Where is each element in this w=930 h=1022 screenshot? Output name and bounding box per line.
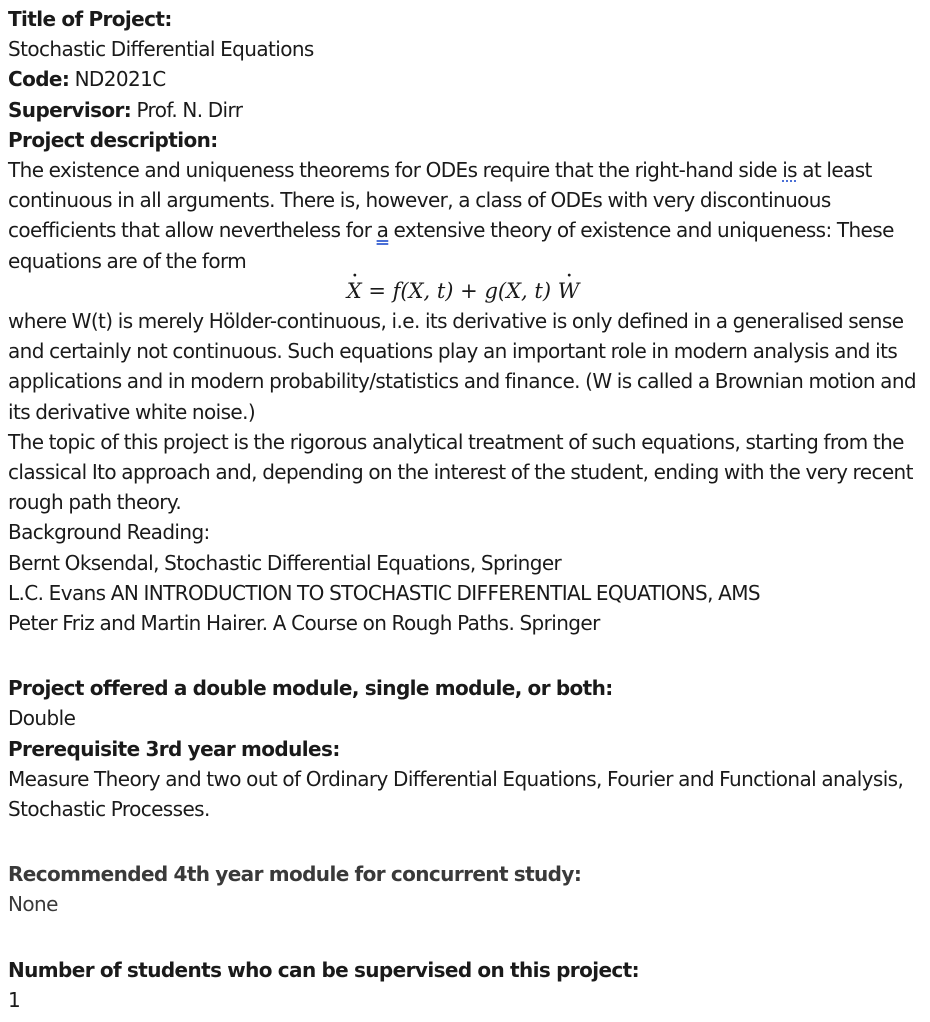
grammar-flag-is[interactable]: is [782,158,797,183]
supervisor-value: Prof. N. Dirr [131,97,243,122]
section-spacer [8,824,918,859]
reference-item: L.C. Evans AN INTRODUCTION TO STOCHASTIC DIFFERENTIAL EQUATIONS, AMS [8,580,760,605]
prerequisite-value: Measure Theory and two out of Ordinary Differential Equations, Fourier and Functional analysis, Stochastic Processes. [8,766,904,822]
recommended-label: Recommended 4th year module for concurrent study: [8,862,582,887]
project-title: Stochastic Differential Equations [8,37,314,62]
description-text-1a: The existence and uniqueness theorems for ODEs require that the right-hand side [8,158,783,183]
description-paragraph-3: The topic of this project is the rigorous analytical treatment of such equations, starting from the classical Ito approach and, depending on the interest of the student, ending with the very recent rough path theory. [8,429,913,515]
description-text-1b: at least continuous in all arguments. There is, however, a class of ODEs with very discontinuous coefficients that allow nevertheless for [8,158,872,243]
description-paragraph-1 [8,155,918,276]
description-text-1c: extensive theory of existence and uniqueness: These equations are of the form [8,218,894,273]
module-label: Project offered a double module, single module, or both: [8,676,613,701]
students-label: Number of students who can be supervised on this project: [8,957,640,982]
background-reading-label: Background Reading: [8,520,210,545]
description-label: Project description: [8,127,218,152]
project-document [8,4,918,1015]
section-spacer [8,920,918,955]
module-value: Double [8,706,76,731]
section-spacer [8,638,918,673]
supervisor-row [8,95,918,125]
recommended-value: None [8,892,58,917]
supervisor-label: Supervisor: [8,97,132,122]
reference-item: Peter Friz and Martin Hairer. A Course on Rough Paths. Springer [8,611,600,636]
equation-rhs: · W [558,276,580,306]
equation-lhs: · X [347,276,362,306]
code-row [8,64,918,94]
reference-item: Bernt Oksendal, Stochastic Differential Equations, Springer [8,550,562,575]
description-paragraph-2: where W(t) is merely Hölder-continuous, i.e. its derivative is only defined in a generalised sense and certainly not continuous. Such equations play an important role in modern analysis and its applications and in modern probability/statistics and finance. (W is called a Brownian motion and its derivative white noise.) [8,309,916,424]
code-label: Code: [8,67,70,92]
title-label: Title of Project: [8,7,172,31]
code-value: ND2021C [69,67,166,92]
equation-body: = f(X, t) + g(X, t) [361,278,558,303]
prerequisite-label: Prerequisite 3rd year modules: [8,736,340,761]
sde-equation [8,276,918,306]
students-value: 1 [8,987,21,1012]
grammar-flag-a[interactable]: a [376,218,389,243]
